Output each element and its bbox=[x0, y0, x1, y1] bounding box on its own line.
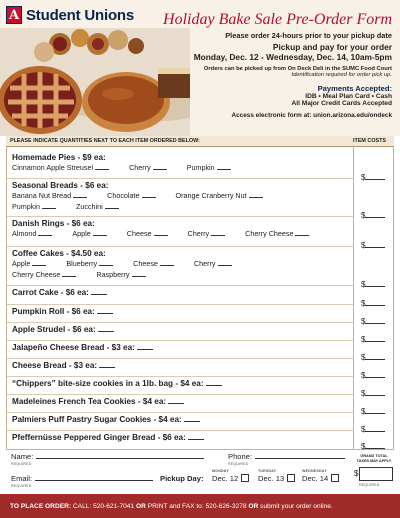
quantity-line[interactable] bbox=[95, 164, 109, 170]
email-required-note: REQUIRED bbox=[11, 484, 32, 488]
logo-text: Student Unions bbox=[26, 6, 135, 24]
order-item-title bbox=[12, 343, 352, 352]
item-cost-line[interactable] bbox=[365, 426, 385, 432]
page-title: Holiday Bake Sale Pre-Order Form bbox=[163, 11, 392, 28]
customer-info bbox=[6, 450, 394, 492]
item-cost-line[interactable] bbox=[365, 174, 385, 180]
order-option[interactable] bbox=[187, 163, 241, 172]
pickup-day-label: Pickup Day: bbox=[160, 474, 204, 483]
cost-column-divider bbox=[353, 147, 354, 450]
quantity-line[interactable] bbox=[142, 192, 156, 198]
monday-date: Dec. 12 bbox=[212, 474, 239, 483]
tuesday-date: Dec. 13 bbox=[258, 474, 285, 483]
order-option-label: Zucchini bbox=[75, 202, 103, 212]
order-item bbox=[12, 325, 352, 334]
order-item bbox=[12, 288, 352, 297]
order-option[interactable] bbox=[12, 259, 56, 268]
row-divider bbox=[7, 216, 353, 217]
phone-required-note: REQUIRED bbox=[228, 462, 249, 466]
order-option[interactable] bbox=[76, 202, 129, 211]
order-option-label: Cheese bbox=[133, 259, 158, 268]
order-option-label: Chocolate bbox=[107, 191, 140, 200]
quantity-line[interactable] bbox=[105, 203, 119, 209]
order-item-title-text: Coffee Cakes - $4.50 ea: bbox=[12, 249, 106, 258]
order-option-label: Raspberry bbox=[96, 270, 130, 280]
item-cost-field[interactable] bbox=[361, 365, 391, 383]
order-item-title-text: Danish Rings - $6 ea: bbox=[12, 219, 95, 228]
order-option-label: Cherry bbox=[187, 229, 210, 238]
order-item-options bbox=[12, 202, 352, 212]
quantity-line[interactable] bbox=[184, 416, 200, 422]
to-place-order-label: TO PLACE ORDER: bbox=[10, 502, 72, 510]
grand-total-title: GRAND TOTAL bbox=[360, 454, 388, 458]
order-item-title-text: Pfeffernüsse Peppered Ginger Bread - $6 ea: bbox=[12, 433, 186, 442]
order-methods-bar bbox=[0, 494, 400, 518]
order-option-label: Pumpkin bbox=[186, 163, 215, 172]
order-item-options bbox=[12, 163, 352, 173]
phone-input-line[interactable] bbox=[255, 452, 345, 459]
row-divider bbox=[7, 376, 353, 377]
item-cost-line[interactable] bbox=[365, 318, 385, 324]
order-item-options bbox=[12, 191, 352, 201]
item-cost-line[interactable] bbox=[365, 443, 385, 449]
item-cost-line[interactable] bbox=[365, 336, 385, 342]
payments-line-1: IDB • Meal Plan Card • Cash bbox=[305, 93, 392, 100]
order-option[interactable] bbox=[12, 229, 62, 238]
wednesday-checkbox[interactable] bbox=[331, 474, 339, 482]
order-items bbox=[6, 147, 394, 450]
currency-symbol: $ bbox=[361, 317, 366, 326]
quantity-line[interactable] bbox=[160, 260, 174, 266]
order-item-title-text: Carrot Cake - $6 ea: bbox=[12, 288, 89, 297]
order-info bbox=[172, 31, 392, 119]
item-cost-line[interactable] bbox=[365, 242, 385, 248]
order-item-title-text: Homemade Pies - $9 ea: bbox=[12, 153, 106, 162]
order-item-title bbox=[12, 249, 352, 258]
order-option-label: Cherry Cheese bbox=[12, 270, 61, 280]
currency-symbol: $ bbox=[361, 211, 366, 220]
order-option-label: Blueberry bbox=[66, 259, 98, 268]
item-cost-line[interactable] bbox=[365, 281, 385, 287]
item-cost-field[interactable] bbox=[361, 167, 391, 185]
item-cost-field[interactable] bbox=[361, 274, 391, 292]
id-required-note: Identification required for order pick up. bbox=[291, 72, 392, 78]
order-option-label: Apple bbox=[72, 229, 91, 238]
item-cost-field[interactable] bbox=[361, 347, 391, 365]
order-item-title bbox=[12, 415, 352, 424]
phone-label: Phone: bbox=[228, 452, 253, 461]
column-header-bar bbox=[6, 136, 394, 147]
order-item bbox=[12, 379, 352, 388]
row-divider bbox=[7, 246, 353, 247]
order-option[interactable] bbox=[72, 229, 116, 238]
order-item bbox=[12, 153, 352, 173]
quantity-line[interactable] bbox=[99, 362, 115, 368]
pickup-option-wednesday[interactable] bbox=[302, 474, 342, 483]
item-cost-field[interactable] bbox=[361, 293, 391, 311]
order-item-title bbox=[12, 397, 352, 406]
order-item bbox=[12, 181, 352, 213]
order-option-label: Almond bbox=[12, 229, 37, 238]
quantity-line[interactable] bbox=[73, 192, 87, 198]
quantity-line[interactable] bbox=[188, 434, 204, 440]
order-item-title-text: Cheese Bread - $3 ea: bbox=[12, 361, 98, 370]
order-item-title bbox=[12, 288, 352, 297]
currency-symbol: $ bbox=[361, 371, 366, 380]
order-option-label: Banana Nut Bread bbox=[12, 191, 72, 200]
row-divider bbox=[7, 394, 353, 395]
quantity-line[interactable] bbox=[62, 271, 76, 277]
payments-title: Payments Accepted: bbox=[317, 84, 392, 93]
item-cost-line[interactable] bbox=[365, 212, 385, 218]
pickup-option-tuesday[interactable] bbox=[258, 474, 298, 483]
currency-symbol: $ bbox=[361, 299, 366, 308]
email-field[interactable] bbox=[11, 474, 153, 483]
order-item-title bbox=[12, 325, 352, 334]
quantity-line[interactable] bbox=[154, 230, 168, 236]
quantity-line[interactable] bbox=[217, 164, 231, 170]
row-divider bbox=[7, 304, 353, 305]
quantity-line[interactable] bbox=[38, 230, 52, 236]
order-option[interactable] bbox=[66, 259, 123, 268]
order-item-options bbox=[12, 259, 352, 269]
quantity-line[interactable] bbox=[98, 326, 114, 332]
quantity-line[interactable] bbox=[42, 203, 56, 209]
or-separator-2: OR bbox=[248, 502, 259, 510]
grand-total-input[interactable] bbox=[359, 467, 393, 481]
header bbox=[0, 0, 400, 136]
row-divider bbox=[7, 358, 353, 359]
payments-line-2: All Major Credit Cards Accepted bbox=[291, 100, 392, 107]
row-divider bbox=[7, 340, 353, 341]
quantity-line[interactable] bbox=[132, 271, 146, 277]
item-cost-field[interactable] bbox=[361, 235, 391, 253]
order-item bbox=[12, 343, 352, 352]
order-option[interactable] bbox=[188, 229, 236, 238]
quantity-line[interactable] bbox=[206, 380, 222, 386]
currency-symbol: $ bbox=[361, 241, 366, 250]
item-cost-line[interactable] bbox=[365, 390, 385, 396]
quantity-line[interactable] bbox=[137, 344, 153, 350]
monday-checkbox[interactable] bbox=[241, 474, 249, 482]
order-item bbox=[12, 397, 352, 406]
currency-symbol: $ bbox=[361, 173, 366, 182]
order-option[interactable] bbox=[12, 191, 97, 200]
order-option[interactable] bbox=[107, 191, 165, 200]
baked-goods-photo bbox=[0, 28, 190, 136]
order-item bbox=[12, 415, 352, 424]
order-item-title-text: Jalapeño Cheese Bread - $3 ea: bbox=[12, 343, 135, 352]
phone-field[interactable] bbox=[228, 452, 345, 461]
order-option[interactable] bbox=[245, 229, 319, 238]
order-item-title-text: Madeleines French Tea Cookies - $4 ea: bbox=[12, 397, 167, 406]
order-item-title-text: Pumpkin Roll - $6 ea: bbox=[12, 307, 95, 316]
quantity-line[interactable] bbox=[295, 230, 309, 236]
electronic-form-link[interactable]: Access electronic form at: union.arizona.edu/ondeck bbox=[231, 112, 392, 119]
order-option-label: Cherry Cheese bbox=[245, 229, 294, 238]
order-option[interactable] bbox=[194, 259, 242, 268]
order-option[interactable] bbox=[133, 259, 184, 268]
order-item-options bbox=[12, 229, 352, 239]
order-item-title bbox=[12, 307, 352, 316]
currency-symbol: $ bbox=[361, 407, 366, 416]
item-cost-field[interactable] bbox=[361, 329, 391, 347]
order-item bbox=[12, 219, 352, 239]
email-input-line[interactable] bbox=[35, 474, 153, 481]
order-option-label: Cinnamon Apple Streusel bbox=[12, 163, 94, 172]
quantity-line[interactable] bbox=[153, 164, 167, 170]
currency-symbol: $ bbox=[361, 335, 366, 344]
call-phone[interactable]: CALL: 520-621-7041 bbox=[72, 502, 135, 510]
item-cost-line[interactable] bbox=[365, 300, 385, 306]
order-option[interactable] bbox=[12, 163, 119, 172]
name-input-line[interactable] bbox=[36, 452, 204, 459]
order-item bbox=[12, 433, 352, 442]
item-cost-line[interactable] bbox=[365, 408, 385, 414]
row-divider bbox=[7, 285, 353, 286]
wednesday-date: Dec. 14 bbox=[302, 474, 329, 483]
or-separator-1: OR bbox=[135, 502, 146, 510]
quantity-line[interactable] bbox=[168, 398, 184, 404]
row-divider bbox=[7, 322, 353, 323]
order-option[interactable] bbox=[176, 191, 273, 200]
quantity-line[interactable] bbox=[249, 192, 263, 198]
item-cost-field[interactable] bbox=[361, 401, 391, 419]
name-label: Name: bbox=[11, 452, 34, 461]
order-item-title bbox=[12, 379, 352, 388]
pickup-option-monday[interactable] bbox=[212, 474, 252, 483]
order-item-title bbox=[12, 181, 352, 190]
order-item bbox=[12, 361, 352, 370]
order-option[interactable] bbox=[12, 202, 66, 211]
tuesday-checkbox[interactable] bbox=[287, 474, 295, 482]
order-option[interactable] bbox=[129, 163, 177, 172]
order-item-title bbox=[12, 153, 352, 162]
order-option-label: Cherry bbox=[193, 259, 216, 268]
item-cost-line[interactable] bbox=[365, 354, 385, 360]
monday-label: MONDAY bbox=[212, 469, 229, 473]
item-cost-field[interactable] bbox=[361, 419, 391, 437]
order-option-label: Pumpkin bbox=[12, 202, 40, 212]
wednesday-label: WEDNESDAY bbox=[302, 469, 327, 473]
order-option-label: Orange Cranberry Nut bbox=[175, 191, 247, 200]
quantity-line[interactable] bbox=[97, 308, 113, 314]
item-costs-header: ITEM COSTS bbox=[353, 138, 386, 144]
name-required-note: REQUIRED bbox=[11, 462, 32, 466]
item-cost-line[interactable] bbox=[365, 372, 385, 378]
order-item-title-text: Seasonal Breads - $6 ea: bbox=[12, 181, 109, 190]
order-option-label: Cheese bbox=[126, 229, 152, 238]
tuesday-label: TUESDAY bbox=[258, 469, 277, 473]
order-item bbox=[12, 249, 352, 281]
quantities-instruction: PLEASE INDICATE QUANTITIES NEXT TO EACH ITEM ORDERED BELOW: bbox=[10, 138, 200, 144]
quantity-line[interactable] bbox=[93, 230, 107, 236]
order-item-title bbox=[12, 219, 352, 228]
row-divider bbox=[7, 178, 353, 179]
currency-symbol: $ bbox=[361, 442, 366, 451]
order-option[interactable] bbox=[96, 270, 155, 279]
grand-total-label bbox=[355, 454, 393, 464]
pickup-instructions: Pickup and pay for your order bbox=[272, 42, 392, 52]
order-item-title-text: Palmiers Puff Pastry Sugar Cookies - $4 ea: bbox=[12, 415, 182, 424]
quantity-line[interactable] bbox=[32, 260, 46, 266]
name-field[interactable] bbox=[11, 452, 204, 461]
order-item-title bbox=[12, 361, 352, 370]
currency-symbol: $ bbox=[361, 389, 366, 398]
row-divider bbox=[7, 430, 353, 431]
row-divider bbox=[7, 412, 353, 413]
university-a-logo-icon: A bbox=[6, 6, 22, 24]
order-item-title-text: “Chippers” bite-size cookies in a 1lb. bag - $4 ea: bbox=[12, 379, 204, 388]
pickup-location: Orders can be picked up from On Deck Deli in the SUMC Food Court bbox=[203, 66, 392, 72]
taxes-note: TAXES MAY APPLY bbox=[356, 458, 392, 463]
submit-online[interactable]: submit your order online. bbox=[260, 502, 333, 510]
order-option[interactable] bbox=[127, 229, 178, 238]
order-item-title bbox=[12, 433, 352, 442]
order-item-options bbox=[12, 270, 352, 280]
fax-number[interactable]: PRINT and FAX to: 520-626-3278 bbox=[147, 502, 247, 510]
pickup-dates: Monday, Dec. 12 - Wednesday, Dec. 14, 10am-5pm bbox=[193, 52, 392, 62]
order-option-label: Apple bbox=[12, 259, 31, 268]
order-option[interactable] bbox=[12, 270, 86, 279]
currency-symbol: $ bbox=[361, 425, 366, 434]
quantity-line[interactable] bbox=[99, 260, 113, 266]
item-cost-field[interactable] bbox=[361, 311, 391, 329]
order-deadline: Please order 24-hours prior to your pickup date bbox=[225, 31, 392, 40]
order-item-title-text: Apple Strudel - $6 ea: bbox=[12, 325, 96, 334]
quantity-line[interactable] bbox=[91, 289, 107, 295]
grand-total-required-note: REQUIRED bbox=[359, 483, 380, 487]
logo bbox=[6, 6, 134, 24]
item-cost-field[interactable] bbox=[361, 383, 391, 401]
grand-total-currency: $ bbox=[354, 469, 359, 478]
order-option-label: Cherry bbox=[129, 163, 151, 172]
currency-symbol: $ bbox=[361, 353, 366, 362]
quantity-line[interactable] bbox=[218, 260, 232, 266]
email-label: Email: bbox=[11, 474, 33, 483]
order-item bbox=[12, 307, 352, 316]
currency-symbol: $ bbox=[361, 280, 366, 289]
quantity-line[interactable] bbox=[211, 230, 225, 236]
item-cost-field[interactable] bbox=[361, 205, 391, 223]
